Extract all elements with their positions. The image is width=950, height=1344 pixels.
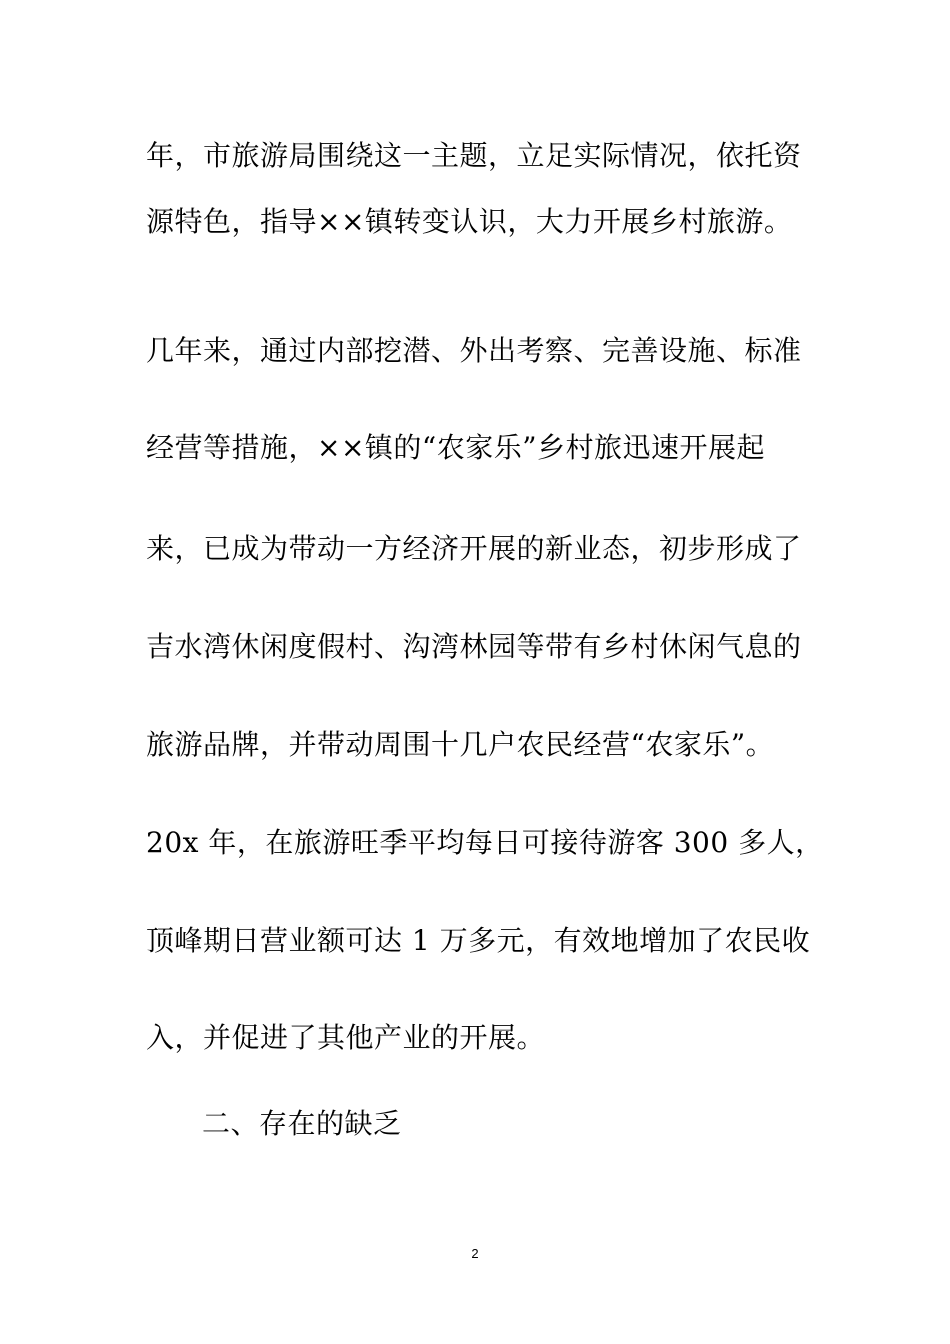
paragraph-line-3: 几年来，通过内部挖潜、外出考察、完善设施、标准 — [146, 334, 802, 367]
section-heading: 二、存在的缺乏 — [202, 1107, 402, 1140]
page-number: 2 — [471, 1246, 479, 1261]
paragraph-line-1: 年，市旅游局围绕这一主题，立足实际情况，依托资 — [146, 139, 802, 172]
paragraph-line-9: 顶峰期日营业额可达 1 万多元，有效地增加了农民收 — [146, 924, 811, 957]
paragraph-line-4: 经营等措施，××镇的“农家乐”乡村旅迅速开展起 — [146, 431, 766, 464]
paragraph-line-7: 旅游品牌，并带动周围十几户农民经营“农家乐”。 — [146, 728, 775, 761]
paragraph-line-6: 吉水湾休闲度假村、沟湾林园等带有乡村休闲气息的 — [146, 630, 802, 663]
paragraph-line-10: 入，并促进了其他产业的开展。 — [146, 1021, 546, 1054]
paragraph-line-8: 20x 年，在旅游旺季平均每日可接待游客 300 多人， — [146, 826, 824, 859]
paragraph-line-2: 源特色，指导××镇转变认识，大力开展乡村旅游。 — [146, 205, 793, 238]
paragraph-line-5: 来，已成为带动一方经济开展的新业态，初步形成了 — [146, 532, 802, 565]
